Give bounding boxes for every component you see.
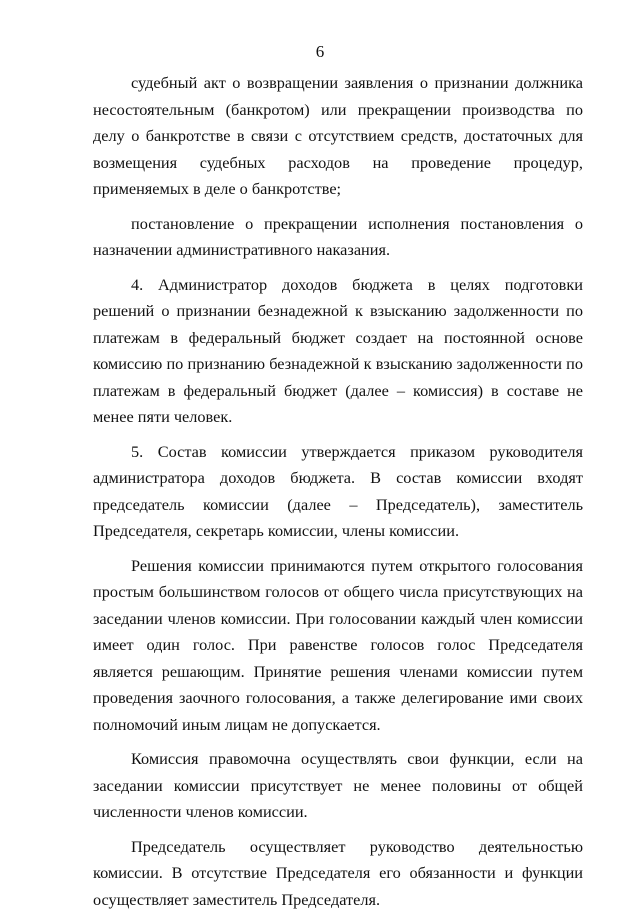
paragraph-quorum: Комиссия правомочна осуществлять свои функции, если на заседании комиссии присутствует не менее половины от общей численности членов комиссии. bbox=[93, 749, 583, 821]
paragraph-item-5: 5. Состав комиссии утверждается приказом руководителя администратора доходов бюджета. В состав комиссии входят председатель комиссии (далее – Председатель), заместитель Председателя, секретарь комиссии, члены комиссии. bbox=[93, 441, 583, 540]
paragraph-court-act: судебный акт о возвращении заявления о признании должника несостоятельным (банкротом) или прекращении производства по делу о банкротстве в связи с отсутствием средств, достаточных для возмещения судебных расходов на проведение процедур, применяемых в деле о банкротстве; bbox=[93, 73, 583, 198]
paragraph-chairman-duties: Председатель осуществляет руководство деятельностью комиссии. В отсутствие Председателя его обязанности и функции осуществляет заместитель Председателя. bbox=[93, 836, 583, 909]
paragraph-item-4: 4. Администратор доходов бюджета в целях подготовки решений о признании безнадежной к взысканию задолженности по платежам в федеральный бюджет создает на постоянной основе комиссию по признанию безнадежной к взысканию задолженности по платежам в федеральный бюджет (далее – комиссия) в составе не менее пяти человек. bbox=[93, 274, 583, 426]
paragraph-termination-resolution: постановление о прекращении исполнения постановления о назначении административного наказания. bbox=[93, 213, 583, 259]
document-body bbox=[93, 70, 583, 921]
page-number: 6 bbox=[315, 42, 325, 61]
paragraph-voting-rules: Решения комиссии принимаются путем открытого голосования простым большинством голосов от общего числа присутствующих на заседании членов комиссии. При голосовании каждый член комиссии имеет один голос. При равенстве голосов голос Председателя является решающим. Принятие решения членами комиссии путем проведения заочного голосования, а также делегирование ими своих полномочий иным лицам не допускается. bbox=[93, 555, 583, 734]
